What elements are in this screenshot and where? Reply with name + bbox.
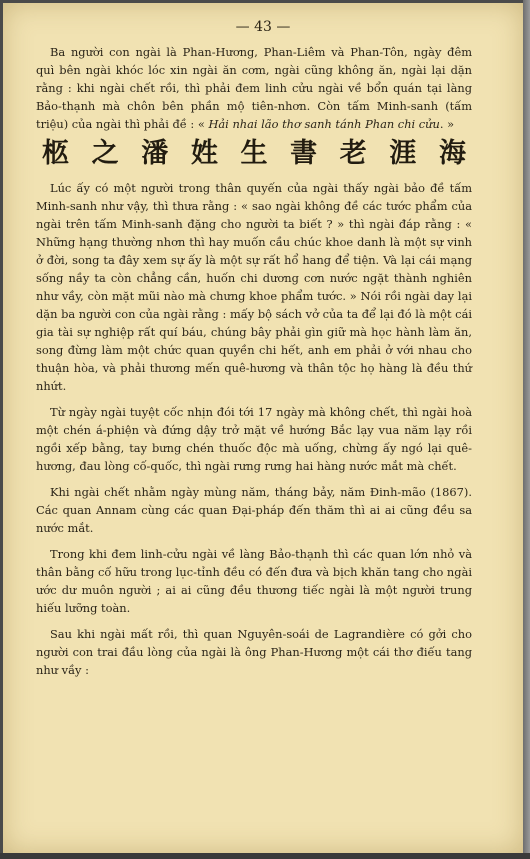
- scan-edge-right: [523, 0, 530, 859]
- page-number: — 43 —: [235, 19, 291, 35]
- scan-edge-bottom: [0, 853, 530, 859]
- paragraph-2: Lúc ấy có một người trong thân quyến của ngài thấy ngài bảo đề tấm Minh-sanh như vậy, thì thưa rằng : « sao ngài không đề các tước phẩm của ngài trên tấm Minh-sanh đặng cho người ta biết ? » thì ngài đáp rằng : « Những hạng thường nhơn thì hay muốn cầu chúc khoe danh là một sự vinh ở đời, song ta đây xem sự ấy là một sự rất hổ hang để tiện. Và lại cái mạng sống nầy ta còn chẳng cần, huốn chi dương cơn nước ngặt thành nghiên như vầy, còn mặt mũi nào mà chưng khoe phẩm tước. » Nói rồi ngài day lại dặn ba người con của ngài rằng : mấy bộ sách vở của ta để lại đó là một cái gia tài sự nghiệp rất quí báu, chúng bây phải gìn giữ mà học hành làm ăn, song đừng làm một chức quan quyền chi hết, anh em phải ở với nhau cho thuận hòa, và phải thương mến quê-hương và thân tộc họ hàng là đều thứ nhứt.: [36, 181, 472, 393]
- han-char: 之: [91, 138, 119, 169]
- paragraph-5: Trong khi đem linh-cửu ngài về làng Bảo-thạnh thì các quan lớn nhỏ và thân bằng cố hữu trong lục-tỉnh đều có đến đưa và bịch khăn tang cho ngài ước dư muôn người ; ai ai cũng đều thương tiếc ngài là một người trung hiếu lưỡng toàn.: [36, 547, 472, 615]
- paragraph-4: Khi ngài chết nhằm ngày mùng năm, tháng bảy, năm Đinh-mão (1867). Các quan Annam cùng các quan Đại-pháp đến thăm thì ai ai cũng đều sa nước mắt.: [36, 485, 472, 535]
- han-char: 柩: [42, 138, 69, 169]
- han-char: 涯: [389, 138, 417, 169]
- page-text: [36, 43, 472, 679]
- chinese-epitaph: [36, 137, 472, 171]
- han-char: 書: [290, 138, 318, 169]
- paragraph-1-text: Ba người con ngài là Phan-Hương, Phan-Liêm và Phan-Tôn, ngày đêm quì bên ngài khóc lóc xin ngài ăn cơm, ngài cũng không ăn, ngài lại dặn rằng : khi ngài chết rồi, thì phải đem linh cửu ngài về bổn quán tại làng Bảo-thạnh mà chôn bên phần mộ tiên-nhơn. Còn tấm Minh-sanh (tấm triệu) của ngài thì phải đề : «: [36, 45, 472, 131]
- han-char: 潘: [141, 138, 169, 169]
- book-page: [3, 3, 523, 853]
- han-char: 老: [339, 138, 367, 169]
- han-char: 姓: [190, 138, 218, 169]
- epitaph-quote: Hải nhai lão thơ sanh tánh Phan chi cửu: [208, 117, 440, 131]
- paragraph-3: Từ ngày ngài tuyệt cốc nhịn đói tới 17 ngày mà không chết, thì ngài hoà một chén á-phiện và đứng dậy trở mặt về hướng Bắc lạy vua năm lạy rồi ngồi xếp bằng, tay bưng chén thuốc độc mà uống, chừng ấy ngó lại quê-hương, đau lòng cố-quốc, thì ngài rưng rưng hai hàng nước mắt mà chết.: [36, 405, 472, 473]
- han-char: 生: [240, 138, 268, 169]
- paragraph-6: Sau khi ngài mất rồi, thì quan Nguyên-soái de Lagrandière có gởi cho người con trai đầu lòng của ngài là ông Phan-Hương một cái thơ điếu tang như vầy :: [36, 627, 472, 677]
- paragraph-1-end: . »: [439, 117, 455, 131]
- han-char: 海: [439, 138, 466, 169]
- paragraph-1: [36, 43, 472, 133]
